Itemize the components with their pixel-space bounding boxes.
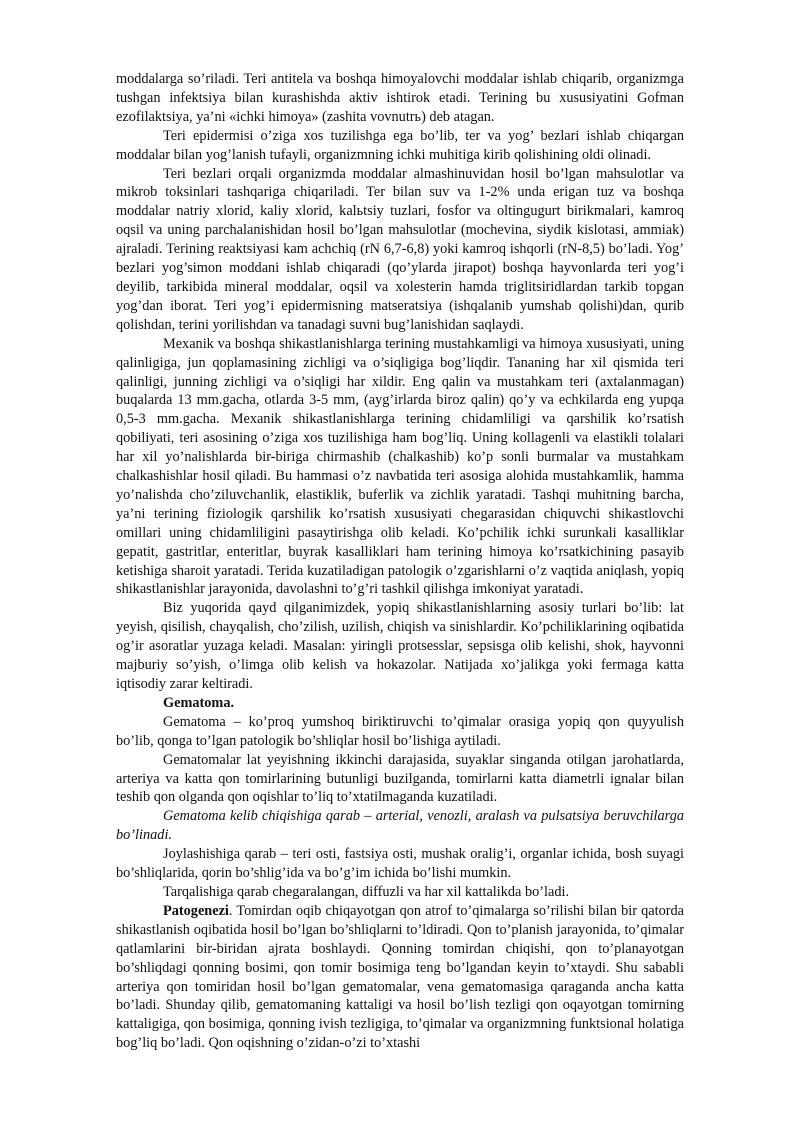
pathogenesis-text: . Tomirdan oqib chiqayotgan qon atrof to’qimalarga so’rilishi bilan bir qatorda shikastlanish oqibatida hosil bo’lgan bo’shliqlarni to’ldiradi. Qon to’planish jarayonida, to’qimalar qatlamlarini bir-biridan ajrata boshlaydi. Qonning tomirdan chiqishi, qon to’planayotgan bo’shliqdagi qonning bosimi, qon tomir bosimiga teng bo’lgandan keyin to’xtaydi. Shu sababli arteriya qon tomiridan hosil bo’lgan gematomalar, vena gematomasiga qaraganda ancha katta bo’ladi. Shunday qilib, gematomaning kattaligi va hosil bo’lish tezligi qon oqayotgan tomirning kattaligiga, qon bosimiga, qonning ivish tezligiga, to’qimalar va organizmning funktsional holatiga bog’liq bo’ladi. Qon oqishning o’zidan-o’zi to’xtashi [116,902,684,1052]
paragraph-glands: Teri bezlari orqali organizmda moddalar almashinuvidan hosil bo’lgan mahsulotlar va mikrob toksinlari tashqariga chiqariladi. Ter bilan suv va 1-2% unda erigan tuz va boshqa moddalar natriy xlorid, kaliy xlorid, kalьtsiy tuzlari, fosfor va oltingugurt birikmalari, kamroq oqsil va uning parchalanishidan hosil bo’lgan mahsulotlar (mochevina, siydik kislotasi, ammiak) ajraladi. Terining reaktsiyasi kam achchiq (rN 6,7-6,8) yoki kamroq ishqorli (rN-8,5) bo’ladi. Yog’ bezlari yog’simon moddani ishlab chiqaradi (qo’ylarda jirapot) boshqa hayvonlarda teri yog’i deyilib, tarkibida mineral moddalar, oqsil va xolesterin hamda triglitsiridlardan tarkib topgan yog’dan iborat. Teri yog’i epidermisning matseratsiya (ishqalanib yumshab qolishi)dan, qurib qolishdan, terini yorilishdan va tanadagi suvni bug’lanishidan saqlaydi. [116,165,684,333]
section-heading: Gematoma. [163,694,235,711]
paragraph-gematoma-causes: Gematomalar lat yeyishning ikkinchi darajasida, suyaklar singanda otilgan jarohatlarda, arteriya va katta qon tomirlarining butunligi buzilganda, tomirlarni katta diametrli ignalar bilan teshib qon olganda qon oqishlar to’liq to’xtatilmaganda kuzatiladi. [116,751,684,806]
paragraph-location: Joylashishiga qarab – teri osti, fastsiya osti, mushak oralig’i, organlar ichida, bosh suyagi bo’shliqlarida, qorin bo’shlig’ida va bo’g’im ichida bo’lishi mumkin. [116,846,684,882]
paragraph-continuation: moddalarga so’riladi. Teri antitela va boshqa himoyalovchi moddalar ishlab chiqarib, organizmga tushgan infektsiya bilan kurashishda aktiv ishtirok etadi. Terining bu xususiyatini Gofman ezofilaktsiya, ya’ni «ichki himoya» (zashita vovnutrь) deb atagan. [116,71,684,125]
paragraph-pathogenesis [116,902,684,1053]
pathogenesis-label: Patogenezi [163,902,229,919]
paragraph-closed-injuries: Biz yuqorida qayd qilganimizdek, yopiq shikastlanishlarning asosiy turlari bo’lib: lat yeyish, qisilish, chayqalish, cho’zilish, uzilish, chiqish va sinishlardir. Ko’pchiliklarining oqibatida og’ir asoratlar yuzaga keladi. Masalan: yiringli protsesslar, sepsisga olib kelishi, shok, hayvonni majburiy so’yish, o’limga olib kelish va hokazolar. Natijada xo’jalikga yoki fermaga katta iqtisodiy zarar keltiradi. [116,600,684,692]
paragraph-spread: Tarqalishiga qarab chegaralangan, diffuzli va har xil kattalikda bo’ladi. [163,883,570,900]
paragraph-epidermis: Teri epidermisi o’ziga xos tuzilishga ega bo’lib, ter va yog’ bezlari ishlab chiqargan moddalar bilan yog’lanish tufayli, organizmning ichki muhitiga kirib qolishining oldi olinadi. [116,127,684,163]
paragraph-gematoma-types: Gematoma kelib chiqishiga qarab – arterial, venozli, aralash va pulsatsiya beruvchilarga bo’linadi. [116,808,684,844]
paragraph-gematoma-definition: Gematoma – ko’proq yumshoq biriktiruvchi to’qimalar orasiga yopiq qon quyyulish bo’lib, qonga to’lgan patologik bo’shliqlar hosil bo’lishiga aytiladi. [116,713,684,749]
document-page [116,70,684,1053]
paragraph-mechanical-protection: Mexanik va boshqa shikastlanishlarga terining mustahkamligi va himoya xususiyati, uning qalinligiga, jun qoplamasining zichligi va o’siqligiga bog’liqdir. Tananing har xil qismida teri qalinligi, junning zichligi va o’siqligi har xildir. Eng qalin va mustahkam teri (axtalanmagan) buqalarda 13 mm.gacha, otlarda 3-5 mm, (ayg’irlarda biroz qalin) qo’y va echkilarda eng yupqa 0,5-3 mm.gacha. Mexanik shikastlanishlarga terining chidamliligi va qarshilik ko’rsatish qobiliyati, teri asosining o’ziga xos tuzilishiga ham bog’liq. Uning kollagenli va elastikli tolalari har xil yo’nalishlarda bir-biriga chirmashib (chalkashib) ko’p sonli burmalar va mustahkam chalkashishlar hosil qiladi. Bu hammasi o’z navbatida teri asosiga alohida mustahkamlik, hamma yo’nalishda cho’ziluvchanlik, elastiklik, buferlik va zichlik yaratadi. Tashqi muhitning barcha, ya’ni terining fiziologik qarshilik ko’rsatish xususiyati chegarasidan chiquvchi shikastlovchi omillari uning chidamliligini pasaytirishga olib keladi. Ko’pchilik ichki surunkali kasalliklar gepatit, gastritlar, enteritlar, buyrak kasalliklari ham terining himoya ko’rsatkichining pasayib ketishiga sharoit yaratadi. Terida kuzatiladigan patologik o’zgarishlarni o’z vaqtida aniqlash, yopiq shikastlanishlar jarayonida, davolashni to’g’ri tashkil qilishga imkoniyat yaratadi. [116,335,684,598]
